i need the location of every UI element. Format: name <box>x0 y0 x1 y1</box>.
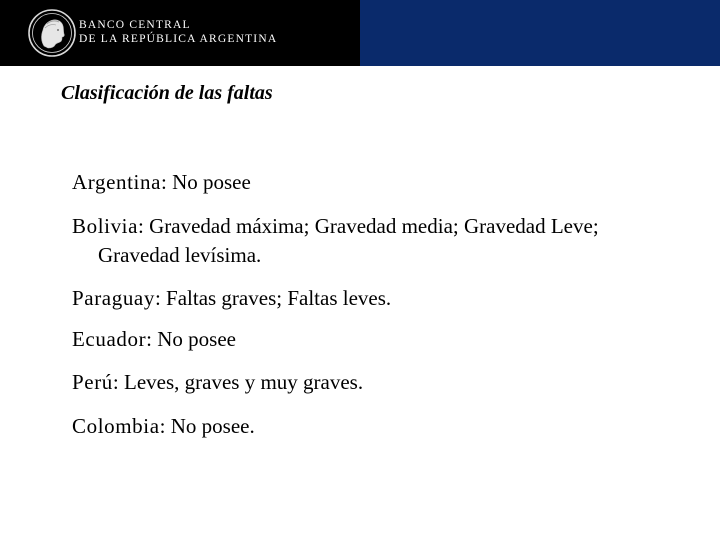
list-item <box>72 412 692 441</box>
country-name: Paraguay <box>72 286 155 310</box>
bank-name <box>79 18 277 46</box>
item-text: : No posee. <box>159 414 255 438</box>
header-brand-panel <box>0 0 360 66</box>
seal-profile-icon <box>27 8 77 58</box>
country-name: Perú <box>72 370 113 394</box>
item-text: : Faltas graves; Faltas leves. <box>154 286 392 310</box>
country-name: Ecuador <box>72 327 147 351</box>
item-text: : No posee <box>146 327 236 351</box>
list-item <box>72 368 692 397</box>
country-name: Bolivia <box>72 214 139 238</box>
list-item <box>72 325 692 354</box>
item-text: : No posee <box>161 170 251 194</box>
bank-name-line2: DE LA REPÚBLICA ARGENTINA <box>79 33 278 45</box>
list-item <box>72 284 692 313</box>
list-item <box>72 212 692 270</box>
item-text: : Gravedad máxima; Gravedad media; Gravedad Leve; <box>138 214 599 238</box>
page-title: Clasificación de las faltas <box>61 82 273 104</box>
list-item <box>72 168 692 197</box>
item-continuation: Gravedad levísima. <box>98 243 262 267</box>
item-text: : Leves, graves y muy graves. <box>112 370 364 394</box>
header-bar <box>0 0 720 66</box>
country-name: Colombia <box>72 414 160 438</box>
header-blue-panel <box>360 0 720 66</box>
country-name: Argentina <box>72 170 161 194</box>
bank-name-line1: BANCO CENTRAL <box>79 19 191 31</box>
